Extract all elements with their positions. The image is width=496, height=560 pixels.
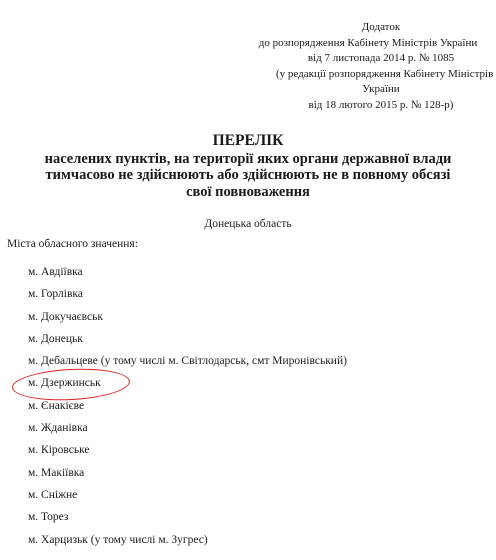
list-item: м. Авдіївка	[28, 266, 83, 278]
document-title	[0, 133, 496, 200]
list-item: м. Єнакієве	[28, 399, 85, 412]
annex-label: Додаток	[361, 21, 401, 33]
annex-header	[250, 20, 494, 113]
list-item: м. Харцизьк (у тому числі м. Зугрес)	[28, 533, 208, 546]
annex-edition-cont: України	[362, 83, 400, 95]
list-item-highlighted: м. Дзержинськ	[28, 377, 101, 390]
list-item: м. Докучаєвськ	[28, 310, 103, 323]
list-item: м. Макіївка	[28, 466, 85, 479]
title-heading: ПЕРЕЛІК	[212, 132, 284, 149]
list-item: м. Горлівка	[28, 288, 83, 301]
city-list	[28, 265, 347, 555]
list-item: м. Дебальцеве (у тому числі м. Світлодарськ, смт Миронівський)	[28, 355, 347, 368]
list-item: м. Жданівка	[28, 422, 88, 435]
annex-edition: (у редакції розпорядження Кабінету Міністрів	[276, 67, 494, 80]
list-item: м. Донецьк	[28, 332, 83, 345]
title-line-3: свої повноваження	[186, 183, 310, 200]
annex-edition-date: від 18 лютого 2015 р. № 128-р)	[308, 98, 454, 111]
list-item: м. Кіровське	[28, 444, 90, 457]
section-label: Міста обласного значення:	[7, 238, 138, 250]
title-line-2: тимчасово не здійснюють або здійснюють не в повному обсязі	[45, 167, 451, 183]
region-name: Донецька область	[204, 218, 292, 230]
list-item: м. Сніжне	[28, 488, 78, 501]
list-item: м. Торез	[28, 511, 69, 524]
annex-decree: до розпорядження Кабінету Міністрів України	[258, 36, 478, 49]
annex-date: від 7 листопада 2014 р. № 1085	[307, 52, 455, 64]
title-line-1: населених пунктів, на території яких органи державної влади	[44, 150, 452, 167]
